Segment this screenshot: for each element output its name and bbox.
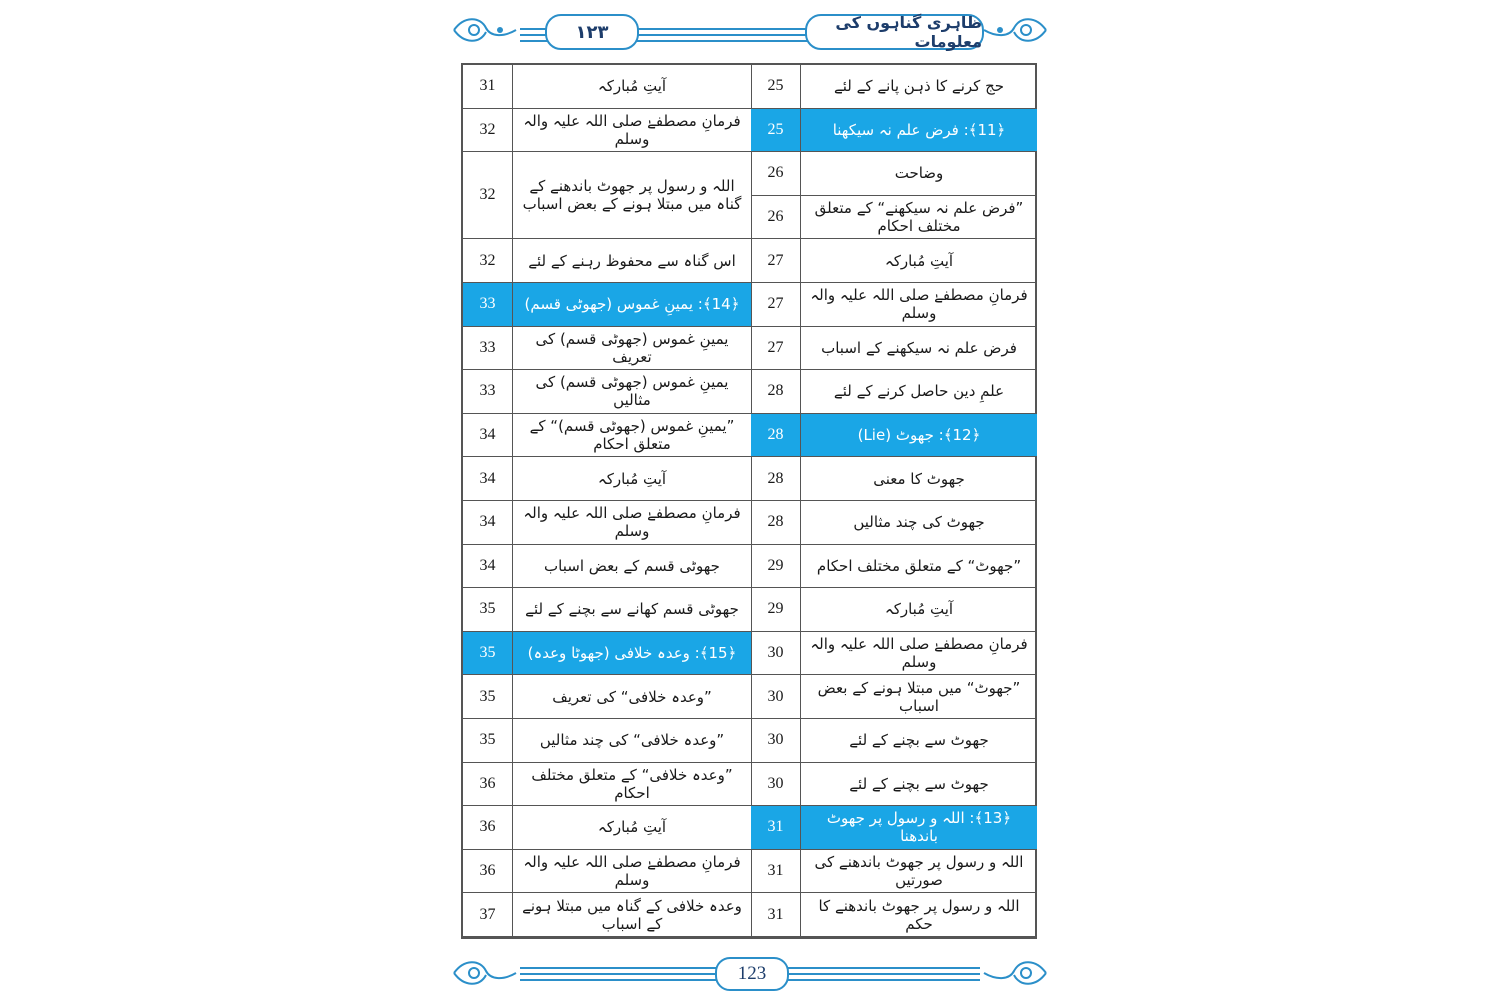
toc-entry-title: وضاحت xyxy=(894,164,944,183)
toc-row xyxy=(751,152,1037,196)
toc-entry-page: 33 xyxy=(463,283,513,326)
toc-row xyxy=(463,109,751,153)
toc-entry-page: 27 xyxy=(751,283,801,326)
toc-row xyxy=(751,763,1037,807)
toc-row xyxy=(751,850,1037,894)
toc-entry-page: 33 xyxy=(463,327,513,370)
toc-entry-title: جھوٹ سے بچنے کے لئے xyxy=(849,774,989,793)
toc-entry-title: ﴿15﴾: وعدہ خلافی (جھوٹا وعدہ) xyxy=(513,632,751,675)
toc-entry-title: آیتِ مُبارکہ xyxy=(597,818,667,837)
toc-entry-page: 31 xyxy=(751,806,801,849)
toc-entry-page: 26 xyxy=(751,152,801,195)
toc-entry-title: آیتِ مُبارکہ xyxy=(597,469,667,488)
toc-left-column xyxy=(463,65,751,937)
toc-row xyxy=(751,632,1037,676)
toc-row xyxy=(751,414,1037,458)
toc-entry-title: ”جھوٹ“ میں مبتلا ہونے کے بعض اسباب xyxy=(817,678,1021,715)
toc-row xyxy=(463,239,751,283)
toc-entry-page: 30 xyxy=(751,719,801,762)
toc-right-column xyxy=(751,65,1037,937)
toc-entry-page: 35 xyxy=(463,675,513,718)
toc-entry-page: 30 xyxy=(751,763,801,806)
toc-entry-page: 28 xyxy=(751,414,801,457)
toc-entry-page: 28 xyxy=(751,501,801,544)
ornament-icon xyxy=(980,14,1050,46)
toc-entry-page: 34 xyxy=(463,457,513,500)
toc-row xyxy=(751,109,1037,153)
header-page-number: ۱۲۳ xyxy=(545,14,639,50)
toc-row xyxy=(463,283,751,327)
toc-row xyxy=(751,370,1037,414)
toc-row xyxy=(751,719,1037,763)
toc-entry-title: اس گناہ سے محفوظ رہنے کے لئے xyxy=(528,251,736,270)
toc-entry-page: 33 xyxy=(463,370,513,413)
ornament-icon xyxy=(450,957,520,989)
toc-entry-title: جھوٹ سے بچنے کے لئے xyxy=(849,731,989,750)
toc-entry-title: فرض علم نہ سیکھنے کے اسباب xyxy=(821,338,1017,357)
toc-entry-page: 29 xyxy=(751,545,801,588)
toc-row xyxy=(463,893,751,937)
toc-entry-page: 30 xyxy=(751,675,801,718)
toc-entry-title: ﴿14﴾: یمینِ غموس (جھوٹی قسم) xyxy=(513,283,751,326)
toc-entry-page: 32 xyxy=(463,152,513,238)
toc-entry-page: 27 xyxy=(751,239,801,282)
toc-entry-page: 35 xyxy=(463,632,513,675)
toc-entry-title: فرمانِ مصطفےٰ صلی اللہ علیہ والہ وسلم xyxy=(810,286,1028,323)
toc-row xyxy=(463,370,751,414)
toc-row xyxy=(463,719,751,763)
toc-entry-title: آیتِ مُبارکہ xyxy=(884,251,954,270)
toc-entry-page: 32 xyxy=(463,109,513,152)
toc-row xyxy=(463,632,751,676)
toc-entry-title: فرمانِ مصطفےٰ صلی اللہ علیہ والہ وسلم xyxy=(523,504,741,541)
toc-entry-title: آیتِ مُبارکہ xyxy=(597,77,667,96)
toc-entry-title: ”یمینِ غموس (جھوٹی قسم)“ کے متعلق احکام xyxy=(529,417,735,454)
toc-row xyxy=(463,327,751,371)
toc-entry-title: ”وعدہ خلافی“ کی چند مثالیں xyxy=(539,731,725,750)
toc-row xyxy=(751,675,1037,719)
toc-entry-page: 34 xyxy=(463,545,513,588)
toc-entry-page: 36 xyxy=(463,850,513,893)
toc-entry-title: اللہ و رسول پر جھوٹ باندھنے کے گناہ میں مبتلا ہونے کے بعض اسباب xyxy=(522,177,742,214)
toc-row xyxy=(751,283,1037,327)
toc-entry-page: 31 xyxy=(751,850,801,893)
toc-entry-title: ﴿11﴾: فرض علم نہ سیکھنا xyxy=(801,109,1037,152)
toc-entry-page: 25 xyxy=(751,109,801,152)
toc-entry-page: 35 xyxy=(463,588,513,631)
toc-entry-title: علمِ دین حاصل کرنے کے لئے xyxy=(833,382,1005,401)
toc-row xyxy=(751,893,1037,937)
toc-entry-title: فرمانِ مصطفےٰ صلی اللہ علیہ والہ وسلم xyxy=(523,853,741,890)
toc-entry-title: فرمانِ مصطفےٰ صلی اللہ علیہ والہ وسلم xyxy=(523,111,741,148)
toc-entry-title: یمینِ غموس (جھوٹی قسم) کی مثالیں xyxy=(535,373,729,410)
toc-row xyxy=(751,501,1037,545)
toc-entry-page: 26 xyxy=(751,196,801,239)
page-title: ظاہری گناہوں کی معلومات xyxy=(805,14,984,50)
toc-entry-page: 34 xyxy=(463,414,513,457)
footer-page-number: 123 xyxy=(715,957,789,991)
toc-entry-title: ﴿13﴾: اللہ و رسول پر جھوٹ باندھنا xyxy=(801,806,1037,849)
toc-entry-title: وعدہ خلافی کے گناہ میں مبتلا ہونے کے اسباب xyxy=(522,896,742,933)
toc-row xyxy=(463,65,751,109)
toc-entry-title: جھوٹ کی چند مثالیں xyxy=(853,513,985,532)
toc-entry-page: 31 xyxy=(463,65,513,108)
toc-entry-page: 25 xyxy=(751,65,801,108)
toc-row xyxy=(463,152,751,239)
toc-entry-title: حج کرنے کا ذہن پانے کے لئے xyxy=(833,77,1005,96)
toc-row xyxy=(751,806,1037,850)
toc-row xyxy=(463,457,751,501)
page-footer xyxy=(450,955,1050,991)
toc-row xyxy=(463,806,751,850)
toc-entry-title: فرمانِ مصطفےٰ صلی اللہ علیہ والہ وسلم xyxy=(810,635,1028,672)
toc-entry-title: ﴿12﴾: جھوٹ (Lie) xyxy=(801,414,1037,457)
toc-entry-page: 37 xyxy=(463,893,513,936)
toc-entry-page: 31 xyxy=(751,893,801,936)
ornament-icon xyxy=(980,957,1050,989)
page-header xyxy=(450,8,1050,51)
toc-entry-title: ”وعدہ خلافی“ کی تعریف xyxy=(552,687,712,706)
toc-entry-page: 35 xyxy=(463,719,513,762)
toc-row xyxy=(463,414,751,458)
toc-entry-title: آیتِ مُبارکہ xyxy=(884,600,954,619)
toc-row xyxy=(751,196,1037,240)
toc-row xyxy=(463,675,751,719)
toc-row xyxy=(751,327,1037,371)
toc-row xyxy=(463,850,751,894)
toc-entry-page: 36 xyxy=(463,806,513,849)
toc-row xyxy=(463,588,751,632)
toc-entry-title: اللہ و رسول پر جھوٹ باندھنے کی صورتیں xyxy=(814,853,1024,890)
toc-row xyxy=(751,239,1037,283)
toc-entry-title: ”وعدہ خلافی“ کے متعلق مختلف احکام xyxy=(531,765,733,802)
toc-entry-page: 32 xyxy=(463,239,513,282)
toc-row xyxy=(463,763,751,807)
toc-entry-page: 34 xyxy=(463,501,513,544)
toc-row xyxy=(751,457,1037,501)
toc-row xyxy=(751,588,1037,632)
table-of-contents xyxy=(461,63,1037,939)
toc-entry-title: اللہ و رسول پر جھوٹ باندھنے کا حکم xyxy=(818,896,1020,933)
toc-entry-title: ”جھوٹ“ کے متعلق مختلف احکام xyxy=(816,556,1022,575)
ornament-icon xyxy=(450,14,520,46)
toc-entry-page: 27 xyxy=(751,327,801,370)
toc-entry-title: جھوٹی قسم کھانے سے بچنے کے لئے xyxy=(525,600,739,619)
toc-entry-page: 28 xyxy=(751,457,801,500)
toc-row xyxy=(751,545,1037,589)
toc-entry-title: ”فرض علم نہ سیکھنے“ کے متعلق مختلف احکام xyxy=(814,199,1024,236)
toc-row xyxy=(463,501,751,545)
toc-entry-page: 29 xyxy=(751,588,801,631)
toc-entry-page: 30 xyxy=(751,632,801,675)
toc-entry-title: یمینِ غموس (جھوٹی قسم) کی تعریف xyxy=(535,329,729,366)
toc-entry-title: جھوٹ کا معنی xyxy=(873,469,965,488)
toc-row xyxy=(463,545,751,589)
toc-entry-page: 36 xyxy=(463,763,513,806)
toc-entry-page: 28 xyxy=(751,370,801,413)
toc-entry-title: جھوٹی قسم کے بعض اسباب xyxy=(544,556,720,575)
toc-row xyxy=(751,65,1037,109)
